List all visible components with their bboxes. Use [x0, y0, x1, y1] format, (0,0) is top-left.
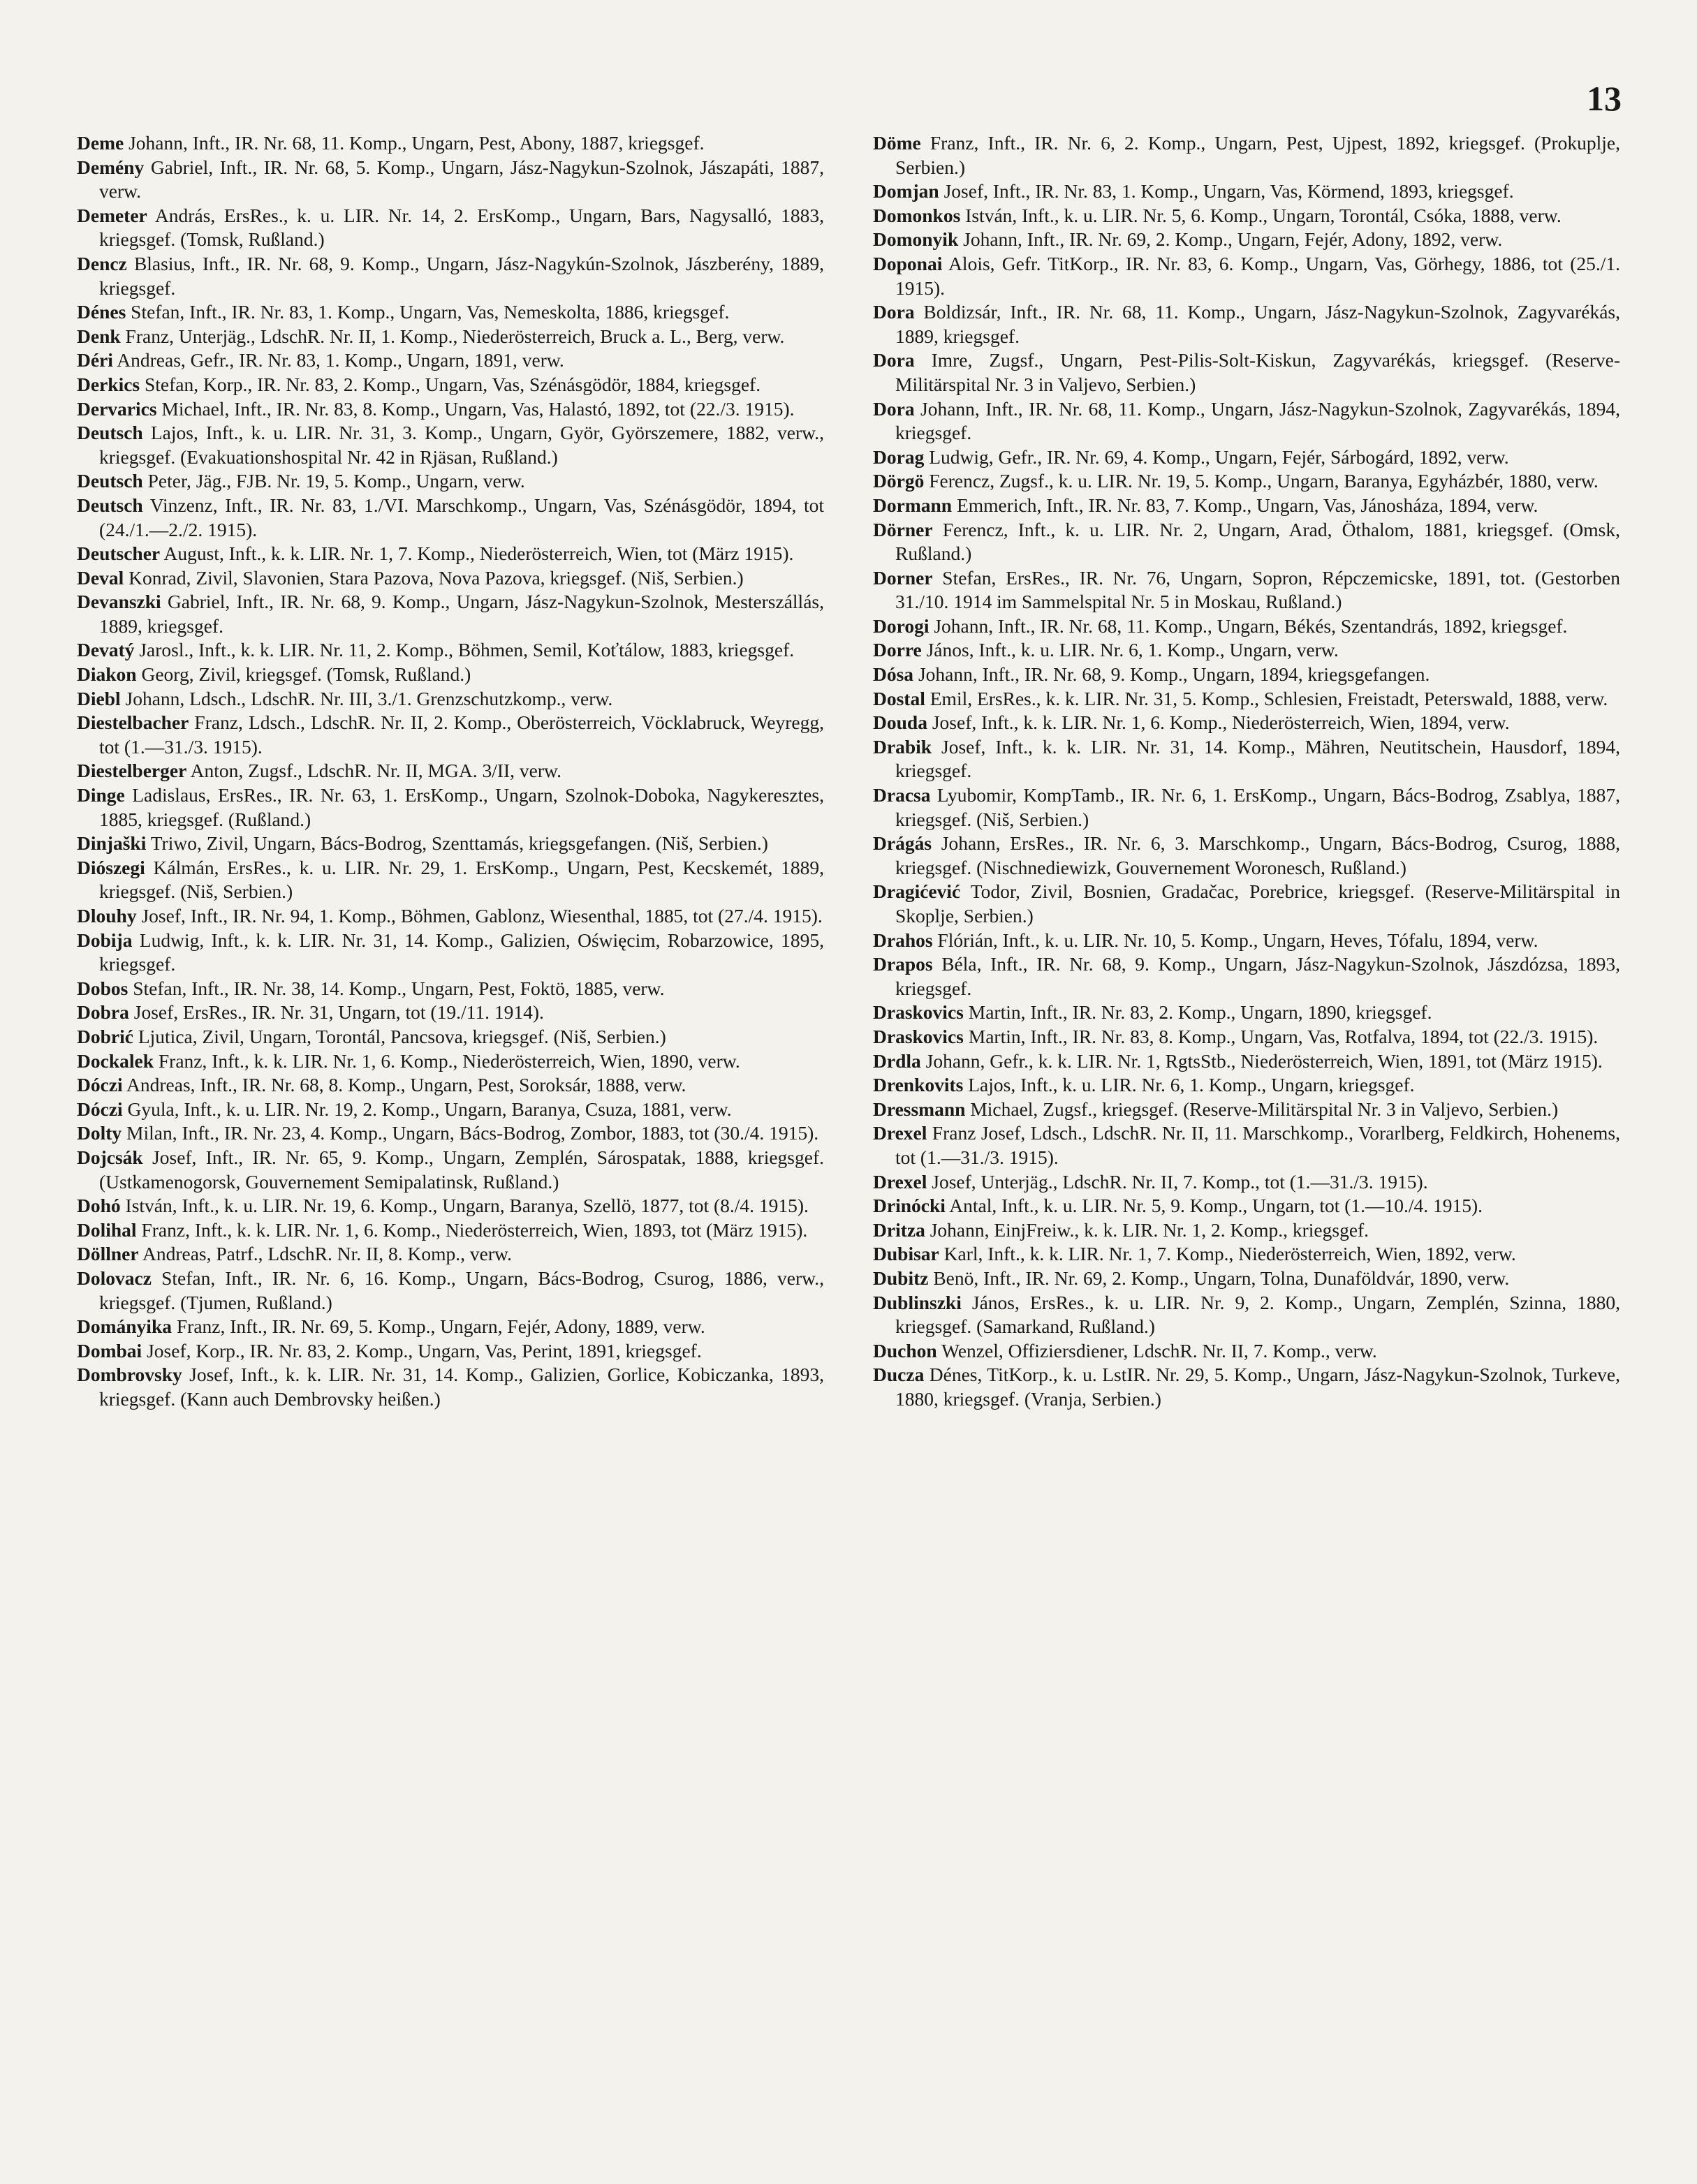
entry-surname: Dolovacz [77, 1267, 152, 1289]
entry-surname: Dorogi [873, 614, 930, 637]
entry-surname: Domonyik [873, 228, 959, 251]
list-item [77, 1121, 824, 1146]
list-item [873, 179, 1620, 204]
entry-details: Gabriel, Inft., IR. Nr. 68, 9. Komp., Ungarn, Jász-Nagykun-Szolnok, Mesterszállás, 1889, kriegsgef. [99, 591, 824, 637]
entry-details: Ferencz, Inft., k. u. LIR. Nr. 2, Ungarn, Arad, Öthalom, 1881, kriegsgef. (Omsk, Rußland.) [895, 518, 1620, 565]
list-item [873, 469, 1620, 494]
entry-surname: Dolty [77, 1122, 122, 1144]
entry-details: Ferencz, Zugsf., k. u. LIR. Nr. 19, 5. Komp., Ungarn, Baranya, Egyházbér, 1880, verw. [924, 470, 1599, 492]
entry-details: Andreas, Patrf., LdschR. Nr. II, 8. Komp., verw. [138, 1243, 512, 1265]
entry-details: Michael, Inft., IR. Nr. 83, 8. Komp., Ungarn, Vas, Halastó, 1892, tot (22./3. 1915). [156, 397, 795, 420]
entry-surname: Dóczi [77, 1098, 123, 1120]
list-item [873, 1267, 1620, 1291]
list-item [873, 832, 1620, 880]
list-item [77, 469, 824, 494]
entry-surname: Dobija [77, 929, 133, 951]
entry-details: Franz, Ldsch., LdschR. Nr. II, 2. Komp., Oberösterreich, Vöcklabruck, Weyregg, tot (1.—31./3. 1915). [99, 711, 824, 758]
entry-surname: Devanszki [77, 591, 161, 613]
entry-surname: Dritza [873, 1218, 925, 1241]
entry-surname: Douda [873, 711, 927, 734]
entry-details: Flórián, Inft., k. u. LIR. Nr. 10, 5. Komp., Ungarn, Heves, Tófalu, 1894, verw. [932, 929, 1538, 951]
list-item [77, 1073, 824, 1098]
entry-details: Karl, Inft., k. k. LIR. Nr. 1, 7. Komp., Niederösterreich, Wien, 1892, verw. [939, 1243, 1516, 1265]
entry-surname: Dragićević [873, 880, 961, 903]
entry-details: Lajos, Inft., k. u. LIR. Nr. 6, 1. Komp., Ungarn, kriegsgef. [963, 1074, 1415, 1096]
entry-details: Martin, Inft., IR. Nr. 83, 2. Komp., Ungarn, 1890, kriegsgef. [963, 1001, 1432, 1024]
entry-details: Gabriel, Inft., IR. Nr. 68, 5. Komp., Ungarn, Jász-Nagykun-Szolnok, Jászapáti, 1887, verw. [99, 156, 824, 202]
entry-surname: Duchon [873, 1339, 937, 1362]
list-item [873, 1025, 1620, 1049]
list-item [77, 638, 824, 663]
entry-surname: Doponai [873, 252, 943, 274]
entry-details: Franz, Inft., k. k. LIR. Nr. 1, 6. Komp., Niederösterreich, Wien, 1893, tot (März 1915). [136, 1218, 808, 1241]
entry-details: Josef, Korp., IR. Nr. 83, 2. Komp., Ungarn, Vas, Perint, 1891, kriegsgef. [142, 1339, 702, 1362]
list-item [873, 131, 1620, 179]
entry-details: Johann, Inft., IR. Nr. 68, 9. Komp., Ungarn, 1894, kriegsgefangen. [913, 663, 1430, 686]
entry-surname: Déri [77, 349, 113, 371]
list-item [77, 929, 824, 977]
entry-details: Josef, Inft., k. k. LIR. Nr. 1, 6. Komp., Niederösterreich, Wien, 1894, verw. [927, 711, 1510, 734]
entry-surname: Drinócki [873, 1195, 946, 1217]
list-item [873, 614, 1620, 639]
entry-details: Johann, Ldsch., LdschR. Nr. III, 3./1. Grenzschutzkomp., verw. [120, 687, 613, 709]
list-item [77, 1363, 824, 1411]
entry-surname: Dormann [873, 494, 953, 516]
list-item [873, 783, 1620, 832]
list-item [77, 1146, 824, 1194]
list-item [77, 300, 824, 325]
list-item [77, 1339, 824, 1364]
entry-surname: Dombai [77, 1339, 142, 1362]
entry-details: Triwo, Zivil, Ungarn, Bács-Bodrog, Szenttamás, kriegsgefangen. (Niš, Serbien.) [146, 832, 768, 855]
list-item [873, 1218, 1620, 1243]
list-item [77, 687, 824, 711]
entry-details: Peter, Jäg., FJB. Nr. 19, 5. Komp., Ungarn, verw. [142, 470, 525, 492]
entry-surname: Diószegi [77, 856, 145, 878]
entry-details: Josef, Unterjäg., LdschR. Nr. II, 7. Komp., tot (1.—31./3. 1915). [927, 1170, 1428, 1193]
list-item [873, 300, 1620, 348]
list-item [77, 397, 824, 422]
list-item [873, 397, 1620, 445]
entry-surname: Dörner [873, 518, 933, 540]
list-item [77, 1001, 824, 1025]
list-item [873, 1001, 1620, 1025]
list-item [873, 1339, 1620, 1364]
entry-surname: Dora [873, 349, 915, 371]
entry-surname: Dományika [77, 1315, 172, 1338]
entry-surname: Diestelbacher [77, 711, 189, 734]
list-item [873, 1170, 1620, 1195]
entry-surname: Dinge [77, 784, 125, 806]
list-item [77, 977, 824, 1001]
list-item [873, 348, 1620, 397]
right-column [873, 131, 1620, 2156]
entry-surname: Deval [77, 566, 124, 589]
entry-surname: Dubitz [873, 1267, 929, 1289]
list-item [873, 638, 1620, 663]
entry-details: János, Inft., k. u. LIR. Nr. 6, 1. Komp., Ungarn, verw. [921, 639, 1339, 661]
entry-surname: Diebl [77, 687, 121, 709]
entry-details: Josef, Inft., IR. Nr. 83, 1. Komp., Ungarn, Vas, Körmend, 1893, kriegsgef. [939, 180, 1514, 202]
entry-details: Blasius, Inft., IR. Nr. 68, 9. Komp., Ungarn, Jász-Nagykún-Szolnok, Jászberény, 1889, kriegsgef. [99, 252, 824, 299]
entry-surname: Derkics [77, 373, 140, 395]
list-item [873, 445, 1620, 470]
list-item [77, 348, 824, 373]
entry-details: Johann, Inft., IR. Nr. 69, 2. Komp., Ungarn, Fejér, Adony, 1892, verw. [958, 228, 1503, 251]
list-item [77, 1049, 824, 1074]
entry-surname: Domjan [873, 180, 939, 202]
entry-details: Ljutica, Zivil, Ungarn, Torontál, Pancsova, kriegsgef. (Niš, Serbien.) [133, 1025, 666, 1047]
entry-surname: Dressmann [873, 1098, 966, 1120]
entry-details: Boldizsár, Inft., IR. Nr. 68, 11. Komp., Ungarn, Jász-Nagykun-Szolnok, Zagyvarékás, 1889, kriegsgef. [895, 301, 1620, 347]
list-item [873, 1363, 1620, 1411]
entry-details: Michael, Zugsf., kriegsgef. (Reserve-Militärspital Nr. 3 in Valjevo, Serbien.) [965, 1098, 1559, 1120]
list-item [873, 1073, 1620, 1098]
entry-surname: Dojcsák [77, 1146, 143, 1168]
list-item [873, 711, 1620, 735]
entry-details: János, ErsRes., k. u. LIR. Nr. 9, 2. Komp., Ungarn, Zemplén, Szinna, 1880, kriegsgef. (Samarkand, Rußland.) [895, 1291, 1620, 1338]
list-item [77, 1315, 824, 1339]
list-item [873, 1242, 1620, 1267]
entry-surname: Drexel [873, 1170, 927, 1193]
entry-surname: Dublinszki [873, 1291, 962, 1313]
entry-details: Milan, Inft., IR. Nr. 23, 4. Komp., Ungarn, Bács-Bodrog, Zombor, 1883, tot (30./4. 1915). [122, 1122, 819, 1144]
entry-details: Anton, Zugsf., LdschR. Nr. II, MGA. 3/II, verw. [186, 760, 561, 782]
list-item [77, 759, 824, 783]
entry-details: Béla, Inft., IR. Nr. 68, 9. Komp., Ungarn, Jász-Nagykun-Szolnok, Jászdózsa, 1893, kriegsgef. [895, 953, 1620, 999]
entry-surname: Dervarics [77, 397, 157, 420]
entry-surname: Draskovics [873, 1025, 964, 1047]
list-item [873, 566, 1620, 614]
list-item [873, 518, 1620, 566]
entry-details: Kálmán, ErsRes., k. u. LIR. Nr. 29, 1. ErsKomp., Ungarn, Pest, Kecskemét, 1889, kriegsgef. (Niš, Serbien.) [99, 856, 824, 903]
entry-details: Stefan, Korp., IR. Nr. 83, 2. Komp., Ungarn, Vas, Szénásgödör, 1884, kriegsgef. [140, 373, 761, 395]
entry-details: Johann, EinjFreiw., k. k. LIR. Nr. 1, 2. Komp., kriegsgef. [925, 1218, 1369, 1241]
entry-details: Lyubomir, KompTamb., IR. Nr. 6, 1. ErsKomp., Ungarn, Bács-Bodrog, Zsablya, 1887, kriegsgef. (Niš, Serbien.) [895, 784, 1620, 830]
list-item [77, 156, 824, 204]
list-item [873, 952, 1620, 1001]
entry-surname: Dracsa [873, 784, 931, 806]
list-item [77, 1267, 824, 1315]
entry-columns [77, 131, 1620, 2156]
entry-surname: Dockalek [77, 1049, 154, 1072]
entry-details: Johann, ErsRes., IR. Nr. 6, 3. Marschkomp., Ungarn, Bács-Bodrog, Csurog, 1888, kriegsgef. (Nischnediewizk, Gouvernement Woronesch, Rußland.) [895, 832, 1620, 878]
entry-details: Johann, Inft., IR. Nr. 68, 11. Komp., Ungarn, Pest, Abony, 1887, kriegsgef. [124, 132, 705, 154]
list-item [77, 373, 824, 397]
entry-details: Lajos, Inft., k. u. LIR. Nr. 31, 3. Komp., Ungarn, Györ, Györszemere, 1882, verw., kriegsgef. (Evakuationshospital Nr. 42 in Rjäsan, Rußland.) [99, 422, 824, 468]
list-item [77, 421, 824, 469]
list-item [77, 1025, 824, 1049]
list-item [77, 904, 824, 929]
entry-details: Antal, Inft., k. u. LIR. Nr. 5, 9. Komp., Ungarn, tot (1.—10./4. 1915). [945, 1195, 1483, 1217]
entry-details: Todor, Zivil, Bosnien, Gradačac, Porebrice, kriegsgef. (Reserve-Militärspital in Skoplje, Serbien.) [895, 880, 1620, 927]
entry-surname: Dolihal [77, 1218, 137, 1241]
entry-surname: Drenkovits [873, 1074, 964, 1096]
entry-details: Stefan, Inft., IR. Nr. 83, 1. Komp., Ungarn, Vas, Nemeskolta, 1886, kriegsgef. [126, 301, 730, 323]
entry-details: Gyula, Inft., k. u. LIR. Nr. 19, 2. Komp., Ungarn, Baranya, Csuza, 1881, verw. [122, 1098, 732, 1120]
entry-surname: Dóczi [77, 1074, 123, 1096]
entry-surname: Deutsch [77, 422, 143, 444]
entry-surname: Deutsch [77, 494, 143, 516]
entry-details: Andreas, Inft., IR. Nr. 68, 8. Komp., Ungarn, Pest, Soroksár, 1888, verw. [122, 1074, 686, 1096]
list-item [77, 542, 824, 566]
list-item [873, 735, 1620, 783]
entry-details: Dénes, TitKorp., k. u. LstIR. Nr. 29, 5. Komp., Ungarn, Jász-Nagykun-Szolnok, Turkeve, 1880, kriegsgef. (Vranja, Serbien.) [895, 1364, 1620, 1410]
list-item [873, 204, 1620, 228]
entry-details: Emmerich, Inft., IR. Nr. 83, 7. Komp., Ungarn, Vas, Jánosháza, 1894, verw. [952, 494, 1538, 516]
entry-details: Franz, Inft., k. k. LIR. Nr. 1, 6. Komp., Niederösterreich, Wien, 1890, verw. [154, 1049, 740, 1072]
list-item [873, 663, 1620, 687]
entry-details: Martin, Inft., IR. Nr. 83, 8. Komp., Ungarn, Vas, Rotfalva, 1894, tot (22./3. 1915). [963, 1025, 1599, 1047]
list-item [873, 228, 1620, 252]
entry-details: Stefan, Inft., IR. Nr. 38, 14. Komp., Ungarn, Pest, Foktö, 1885, verw. [128, 977, 665, 999]
entry-details: András, ErsRes., k. u. LIR. Nr. 14, 2. ErsKomp., Ungarn, Bars, Nagysalló, 1883, kriegsgef. (Tomsk, Rußland.) [99, 204, 824, 251]
list-item [873, 929, 1620, 953]
entry-details: Benö, Inft., IR. Nr. 69, 2. Komp., Ungarn, Tolna, Dunaföldvár, 1890, verw. [928, 1267, 1510, 1289]
entry-surname: Dobrić [77, 1025, 133, 1047]
entry-details: István, Inft., k. u. LIR. Nr. 19, 6. Komp., Ungarn, Baranya, Szellö, 1877, tot (8./4. 1915). [120, 1195, 809, 1217]
entry-surname: Drexel [873, 1122, 927, 1144]
entry-details: Josef, Inft., IR. Nr. 65, 9. Komp., Ungarn, Zemplén, Sárospatak, 1888, kriegsgef. (Ustkamenogorsk, Gouvernement Semipalatinsk, Rußland.) [99, 1146, 824, 1193]
entry-surname: Ducza [873, 1364, 925, 1386]
list-item [77, 566, 824, 591]
entry-surname: Döme [873, 132, 921, 154]
entry-surname: Dénes [77, 301, 126, 323]
entry-details: Ludwig, Inft., k. k. LIR. Nr. 31, 14. Komp., Galizien, Oświęcim, Robarzowice, 1895, kriegsgef. [99, 929, 824, 975]
entry-surname: Dlouhy [77, 905, 137, 927]
entry-surname: Denk [77, 325, 121, 347]
list-item [77, 856, 824, 904]
list-item [873, 494, 1620, 518]
entry-surname: Dora [873, 397, 915, 420]
entry-surname: Döllner [77, 1243, 139, 1265]
entry-surname: Drahos [873, 929, 933, 951]
entry-surname: Drabik [873, 735, 932, 758]
entry-surname: Deme [77, 132, 124, 154]
list-item [77, 783, 824, 832]
entry-surname: Demény [77, 156, 145, 178]
list-item [873, 1098, 1620, 1122]
entry-details: Ladislaus, ErsRes., IR. Nr. 63, 1. ErsKomp., Ungarn, Szolnok-Doboka, Nagykeresztes, 1885, kriegsgef. (Rußland.) [99, 784, 824, 830]
entry-surname: Drdla [873, 1049, 921, 1072]
list-item [873, 1194, 1620, 1218]
list-item [77, 494, 824, 542]
list-item [77, 832, 824, 856]
entry-details: August, Inft., k. k. LIR. Nr. 1, 7. Komp., Niederösterreich, Wien, tot (März 1915). [160, 543, 794, 565]
entry-surname: Dohó [77, 1195, 121, 1217]
entry-details: István, Inft., k. u. LIR. Nr. 5, 6. Komp., Ungarn, Torontál, Csóka, 1888, verw. [960, 204, 1562, 226]
entry-surname: Diakon [77, 663, 137, 686]
left-column [77, 131, 824, 2156]
list-item [873, 687, 1620, 711]
entry-details: Johann, Inft., IR. Nr. 68, 11. Komp., Ungarn, Jász-Nagykun-Szolnok, Zagyvarékás, 1894, kriegsgef. [895, 397, 1620, 444]
entry-surname: Dorre [873, 639, 922, 661]
entry-details: Alois, Gefr. TitKorp., IR. Nr. 83, 6. Komp., Ungarn, Vas, Görhegy, 1886, tot (25./1. 1915). [895, 252, 1620, 299]
list-item [873, 880, 1620, 928]
list-item [77, 131, 824, 156]
list-item [77, 252, 824, 300]
entry-surname: Draskovics [873, 1001, 964, 1024]
entry-surname: Domonkos [873, 204, 961, 226]
entry-surname: Dörgö [873, 470, 925, 492]
entry-details: Imre, Zugsf., Ungarn, Pest-Pilis-Solt-Kiskun, Zagyvarékás, kriegsgef. (Reserve-Militärspital Nr. 3 in Valjevo, Serbien.) [895, 349, 1620, 395]
list-item [77, 663, 824, 687]
entry-details: Franz Josef, Ldsch., LdschR. Nr. II, 11. Marschkomp., Vorarlberg, Feldkirch, Hohenems, tot (1.—31./3. 1915). [895, 1122, 1620, 1168]
entry-surname: Dósa [873, 663, 914, 686]
list-item [77, 204, 824, 252]
entry-surname: Dencz [77, 252, 127, 274]
list-item [77, 590, 824, 638]
entry-surname: Demeter [77, 204, 147, 226]
entry-details: Andreas, Gefr., IR. Nr. 83, 1. Komp., Ungarn, 1891, verw. [112, 349, 564, 371]
entry-surname: Dombrovsky [77, 1364, 182, 1386]
entry-details: Johann, Inft., IR. Nr. 68, 11. Komp., Ungarn, Békés, Szentandrás, 1892, kriegsgef. [929, 614, 1568, 637]
entry-surname: Dinjaški [77, 832, 147, 855]
entry-details: Stefan, ErsRes., IR. Nr. 76, Ungarn, Sopron, Répczemicske, 1891, tot. (Gestorben 31./10. 1914 im Sammelspital Nr. 5 in Moskau, Rußland.) [895, 566, 1620, 613]
list-item [77, 1242, 824, 1267]
entry-surname: Deutsch [77, 470, 143, 492]
list-item [77, 325, 824, 349]
entry-surname: Dobra [77, 1001, 129, 1024]
list-item [77, 1194, 824, 1218]
entry-details: Georg, Zivil, kriegsgef. (Tomsk, Rußland.) [136, 663, 471, 686]
entry-surname: Dobos [77, 977, 128, 999]
page-number: 13 [1587, 79, 1622, 118]
entry-details: Josef, Inft., k. k. LIR. Nr. 31, 14. Komp., Galizien, Gorlice, Kobiczanka, 1893, kriegsgef. (Kann auch Dembrovsky heißen.) [99, 1364, 824, 1410]
entry-surname: Dubisar [873, 1243, 939, 1265]
entry-details: Josef, Inft., k. k. LIR. Nr. 31, 14. Komp., Mähren, Neutitschein, Hausdorf, 1894, kriegsgef. [895, 735, 1620, 782]
list-item [873, 1291, 1620, 1339]
entry-surname: Dorner [873, 566, 933, 589]
list-item [77, 1098, 824, 1122]
entry-details: Emil, ErsRes., k. k. LIR. Nr. 31, 5. Komp., Schlesien, Freistadt, Peterswald, 1888, verw. [925, 687, 1608, 709]
entry-details: Johann, Gefr., k. k. LIR. Nr. 1, RgtsStb., Niederösterreich, Wien, 1891, tot (März 1915). [920, 1049, 1603, 1072]
entry-surname: Dostal [873, 687, 925, 709]
entry-details: Ludwig, Gefr., IR. Nr. 69, 4. Komp., Ungarn, Fejér, Sárbogárd, 1892, verw. [924, 445, 1509, 468]
entry-surname: Drágás [873, 832, 932, 855]
entry-surname: Dorag [873, 445, 925, 468]
entry-details: Franz, Inft., IR. Nr. 6, 2. Komp., Ungarn, Pest, Ujpest, 1892, kriegsgef. (Prokuplje, Serbien.) [895, 132, 1620, 178]
entry-surname: Diestelberger [77, 760, 187, 782]
entry-surname: Devatý [77, 639, 135, 661]
entry-details: Wenzel, Offiziersdiener, LdschR. Nr. II, 7. Komp., verw. [936, 1339, 1377, 1362]
entry-details: Stefan, Inft., IR. Nr. 6, 16. Komp., Ungarn, Bács-Bodrog, Csurog, 1886, verw., kriegsgef. (Tjumen, Rußland.) [99, 1267, 824, 1313]
entry-details: Franz, Inft., IR. Nr. 69, 5. Komp., Ungarn, Fejér, Adony, 1889, verw. [172, 1315, 705, 1338]
entry-surname: Dora [873, 301, 915, 323]
list-item [77, 1218, 824, 1243]
list-item [77, 711, 824, 759]
entry-details: Franz, Unterjäg., LdschR. Nr. II, 1. Komp., Niederösterreich, Bruck a. L., Berg, verw. [120, 325, 785, 347]
entry-details: Vinzenz, Inft., IR. Nr. 83, 1./VI. Marschkomp., Ungarn, Vas, Szénásgödör, 1894, tot (24./1.—2./2. 1915). [99, 494, 824, 540]
list-item [873, 1121, 1620, 1170]
entry-surname: Drapos [873, 953, 933, 975]
list-item [873, 252, 1620, 300]
entry-details: Konrad, Zivil, Slavonien, Stara Pazova, Nova Pazova, kriegsgef. (Niš, Serbien.) [124, 566, 744, 589]
entry-details: Jarosl., Inft., k. k. LIR. Nr. 11, 2. Komp., Böhmen, Semil, Koťtálow, 1883, kriegsgef. [134, 639, 795, 661]
list-item [873, 1049, 1620, 1074]
entry-surname: Deutscher [77, 543, 161, 565]
entry-details: Josef, Inft., IR. Nr. 94, 1. Komp., Böhmen, Gablonz, Wiesenthal, 1885, tot (27./4. 1915). [136, 905, 823, 927]
entry-details: Josef, ErsRes., IR. Nr. 31, Ungarn, tot (19./11. 1914). [128, 1001, 544, 1024]
